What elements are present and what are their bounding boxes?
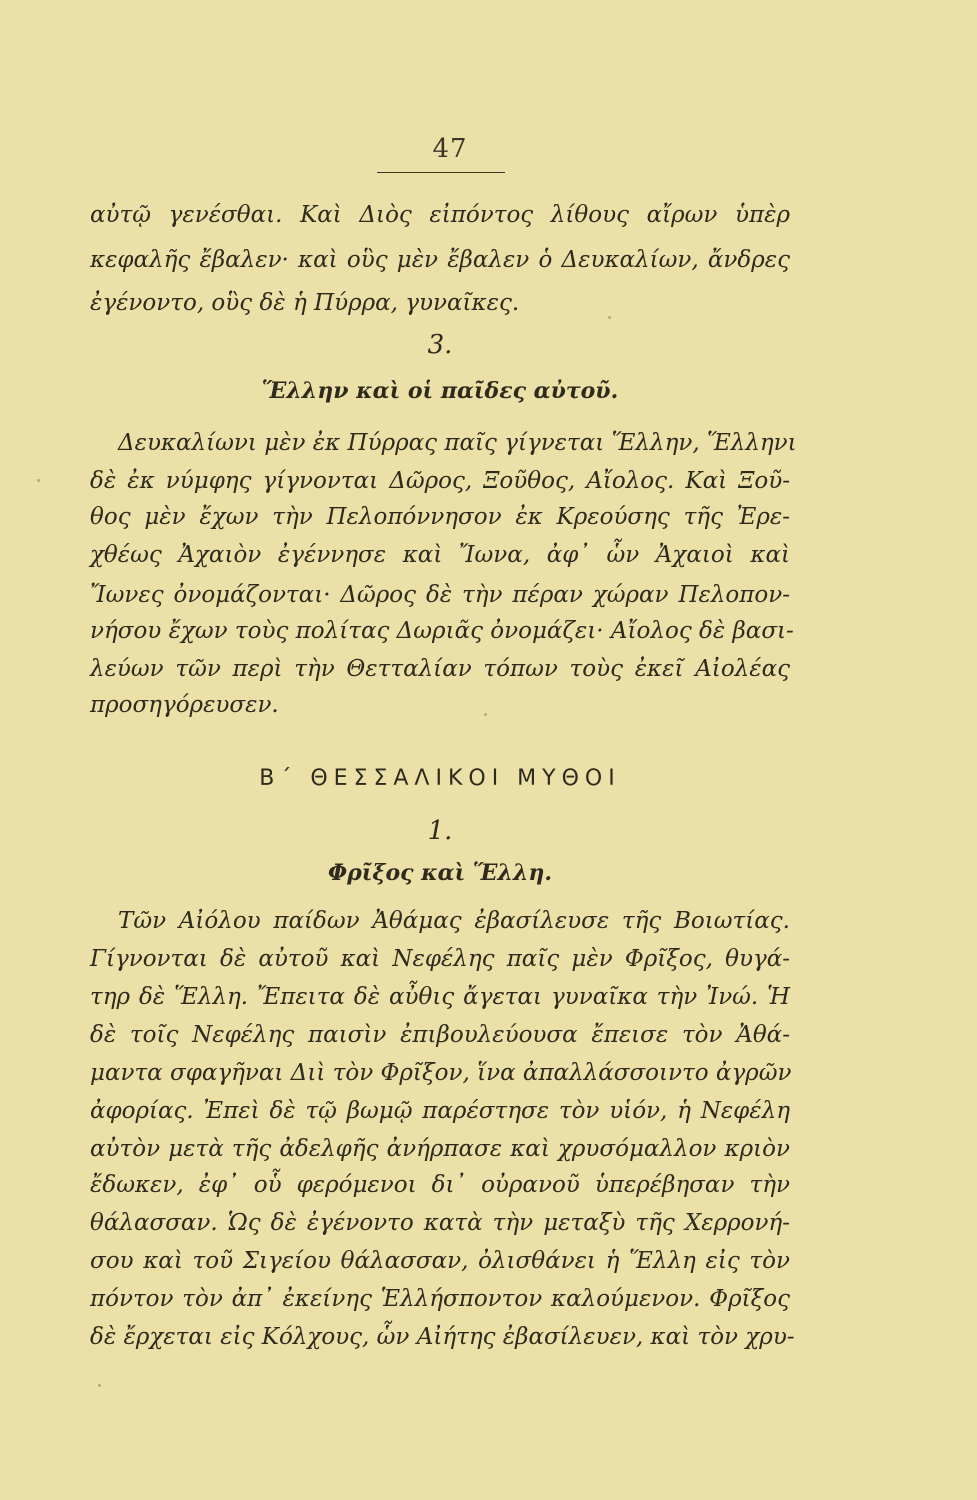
- page-number-rule: [377, 172, 505, 173]
- text-line: Γίγνονται δὲ αὐτοῦ καὶ Νεφέλης παῖς μὲν Φρῖξος, θυγά-: [90, 946, 790, 972]
- section-title: Ἕλλην καὶ οἱ παῖδες αὐτοῦ.: [261, 378, 619, 404]
- text-line: θάλασσαν. Ὡς δὲ ἐγένοντο κατὰ τὴν μεταξὺ τῆς Χερρονή-: [90, 1210, 790, 1236]
- section-number: 1.: [427, 816, 453, 846]
- text-line: χθέως Ἀχαιὸν ἐγέννησε καὶ Ἴωνα, ἀφ᾽ ὧν Ἀχαιοὶ καὶ: [90, 542, 790, 568]
- text-line: κεφαλῆς ἔβαλεν· καὶ οὓς μὲν ἔβαλεν ὁ Δευκαλίων, ἄνδρες: [90, 247, 790, 273]
- text-line: Δευκαλίωνι μὲν ἐκ Πύρρας παῖς γίγνεται Ἕλλην, Ἕλληνι: [118, 430, 797, 456]
- chapter-heading: Β΄ ΘΕΣΣΑΛΙΚΟΙ ΜΥΘΟΙ: [259, 766, 621, 791]
- paper-speck: [484, 713, 487, 716]
- text-line: Ἴωνες ὀνομάζονται· Δῶρος δὲ τὴν πέραν χώραν Πελοπον-: [90, 582, 790, 608]
- text-line: μαντα σφαγῆναι Διὶ τὸν Φρῖξον, ἵνα ἀπαλλάσσοιντο ἀγρῶν: [90, 1060, 792, 1086]
- text-line: λεύων τῶν περὶ τὴν Θετταλίαν τόπων τοὺς ἐκεῖ Αἰολέας: [90, 656, 790, 682]
- text-line: ἀφορίας. Ἐπεὶ δὲ τῷ βωμῷ παρέστησε τὸν υἱόν, ἡ Νεφέλη: [90, 1098, 790, 1124]
- paper-speck: [37, 479, 40, 482]
- text-line: νήσου ἔχων τοὺς πολίτας Δωριᾶς ὀνομάζει· Αἴολος δὲ βασι-: [90, 618, 794, 644]
- text-line: δὲ τοῖς Νεφέλης παισὶν ἐπιβουλεύουσα ἔπεισε τὸν Ἀθά-: [90, 1022, 790, 1048]
- text-line: θος μὲν ἔχων τὴν Πελοπόννησον ἐκ Κρεούσης τῆς Ἐρε-: [90, 504, 790, 530]
- section-title: Φρῖξος καὶ Ἕλλη.: [327, 860, 553, 886]
- text-line: ἐγένοντο, οὓς δὲ ἡ Πύρρα, γυναῖκες.: [90, 290, 520, 316]
- paper-speck: [98, 1384, 101, 1387]
- text-line: αὐτῷ γενέσθαι. Καὶ Διὸς εἰπόντος λίθους αἴρων ὑπὲρ: [90, 202, 790, 228]
- text-line: δὲ ἔρχεται εἰς Κόλχους, ὧν Αἰήτης ἐβασίλευεν, καὶ τὸν χρυ-: [90, 1324, 795, 1350]
- text-line: τηρ δὲ Ἕλλη. Ἔπειτα δὲ αὖθις ἄγεται γυναῖκα τὴν Ἰνώ. Ἡ: [90, 984, 790, 1010]
- paper-speck: [608, 316, 611, 319]
- text-line: σου καὶ τοῦ Σιγείου θάλασσαν, ὀλισθάνει ἡ Ἕλλη εἰς τὸν: [90, 1248, 790, 1274]
- text-line: Τῶν Αἰόλου παίδων Ἀθάμας ἐβασίλευσε τῆς Βοιωτίας.: [118, 908, 790, 934]
- section-number: 3.: [427, 330, 453, 360]
- text-line: προσηγόρευσεν.: [90, 692, 279, 718]
- text-line: αὐτὸν μετὰ τῆς ἀδελφῆς ἀνήρπασε καὶ χρυσόμαλλον κριὸν: [90, 1136, 790, 1162]
- text-line: δὲ ἐκ νύμφης γίγνονται Δῶρος, Ξοῦθος, Αἴολος. Καὶ Ξοῦ-: [90, 468, 790, 494]
- text-line: πόντον τὸν ἀπ᾽ ἐκείνης Ἑλλήσποντον καλούμενον. Φρῖξος: [90, 1286, 790, 1312]
- text-line: ἔδωκεν, ἐφ᾽ οὗ φερόμενοι δι᾽ οὐρανοῦ ὑπερέβησαν τὴν: [90, 1172, 790, 1198]
- page-number: 47: [432, 134, 468, 164]
